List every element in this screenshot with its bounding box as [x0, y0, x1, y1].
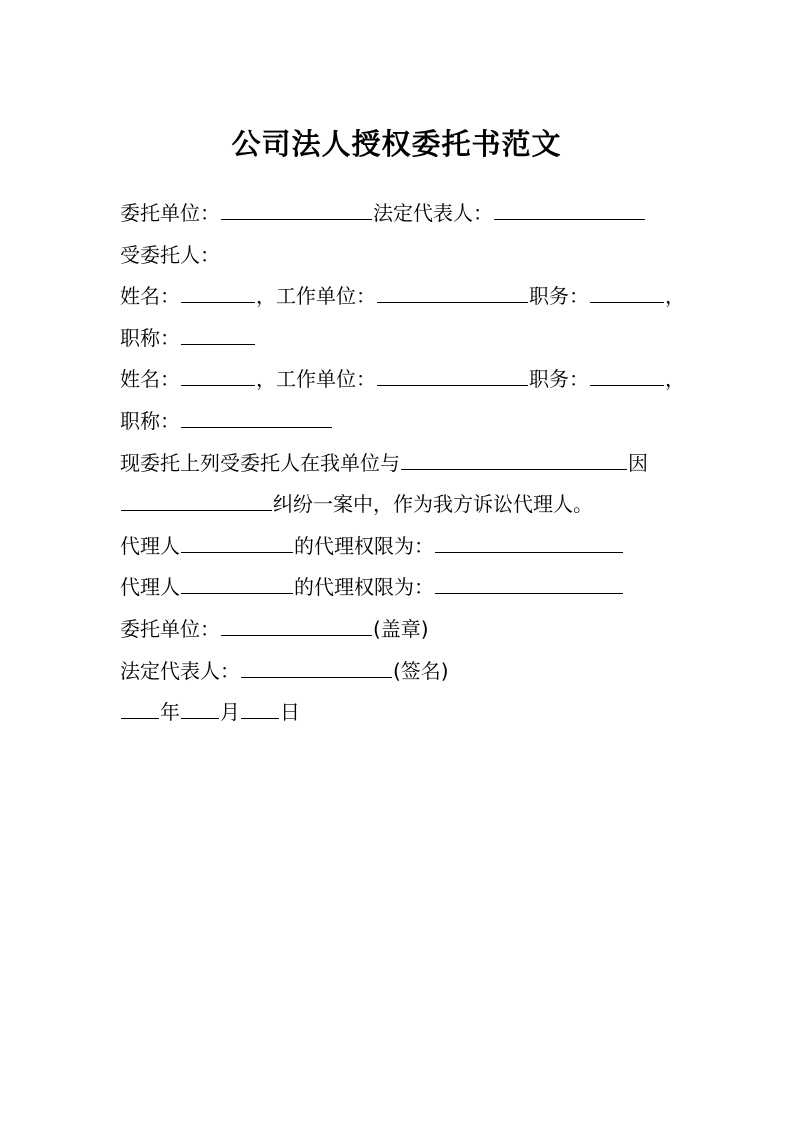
- dispute-type-blank[interactable]: [121, 494, 272, 511]
- signature-suffix: (签名): [393, 658, 449, 683]
- scope2-line: [120, 567, 700, 609]
- agent1-duty-blank[interactable]: [590, 286, 664, 303]
- agent1-title-blank[interactable]: [181, 328, 255, 345]
- delegation-text-c: 纠纷一案中，作为我方诉讼代理人。: [273, 492, 593, 517]
- principal-unit-label: 委托单位：: [120, 201, 220, 225]
- agent-heading-line: [120, 235, 700, 277]
- delegation-text-b: 因: [628, 450, 648, 475]
- scope1-line: [120, 526, 700, 568]
- month-blank[interactable]: [181, 702, 219, 719]
- scope1-agent-blank[interactable]: [181, 536, 293, 553]
- agent-heading-label: 受委托人：: [120, 242, 220, 267]
- document-title: 公司法人授权委托书范文: [231, 127, 562, 161]
- day-blank[interactable]: [241, 702, 279, 719]
- document-body: [120, 193, 700, 734]
- scope2-text-a: 代理人: [120, 575, 180, 600]
- agent2-title-line: [120, 401, 700, 443]
- year-label: 年: [160, 700, 180, 725]
- agent2-unit-label: 工作单位：: [276, 367, 376, 392]
- agent1-title-line: [120, 318, 700, 360]
- agent1-name-blank[interactable]: [181, 286, 255, 303]
- agent1-title-label: 职称：: [120, 325, 180, 350]
- date-line: [120, 692, 700, 734]
- agent1-unit-blank[interactable]: [377, 286, 528, 303]
- signature-label: 法定代表人：: [120, 658, 240, 683]
- agent2-duty-blank[interactable]: [590, 369, 664, 386]
- legal-rep-label: 法定代表人：: [373, 201, 493, 225]
- scope1-authority-blank[interactable]: [435, 536, 623, 553]
- seal-blank[interactable]: [221, 619, 372, 636]
- agent2-name-label: 姓名：: [120, 367, 180, 392]
- legal-rep-blank[interactable]: [494, 203, 645, 220]
- signature-line: [120, 651, 700, 693]
- agent1-unit-label: 工作单位：: [276, 284, 376, 309]
- agent2-info-line: [120, 359, 700, 401]
- separator: ，: [256, 284, 276, 309]
- agent1-name-label: 姓名：: [120, 284, 180, 309]
- scope2-authority-blank[interactable]: [435, 577, 623, 594]
- seal-line: [120, 609, 700, 651]
- day-label: 日: [280, 700, 300, 725]
- scope1-text-b: 的代理权限为：: [294, 533, 434, 558]
- agent1-info-line: [120, 276, 700, 318]
- separator: ，: [665, 367, 685, 392]
- delegation-line-2: [120, 484, 700, 526]
- delegation-line-1: [120, 443, 700, 485]
- agent2-name-blank[interactable]: [181, 369, 255, 386]
- agent2-unit-blank[interactable]: [377, 369, 528, 386]
- opposing-party-blank[interactable]: [401, 453, 627, 470]
- separator: ，: [665, 284, 685, 309]
- seal-label: 委托单位：: [120, 616, 220, 641]
- agent2-duty-label: 职务：: [529, 367, 589, 392]
- agent1-duty-label: 职务：: [529, 284, 589, 309]
- agent2-title-blank[interactable]: [181, 411, 332, 428]
- delegation-text-a: 现委托上列受委托人在我单位与: [120, 450, 400, 475]
- seal-suffix: (盖章): [373, 616, 429, 641]
- separator: ，: [256, 367, 276, 392]
- principal-unit-line: [120, 193, 700, 235]
- principal-unit-blank[interactable]: [221, 203, 372, 220]
- scope2-agent-blank[interactable]: [181, 577, 293, 594]
- month-label: 月: [220, 700, 240, 725]
- year-blank[interactable]: [121, 702, 159, 719]
- scope2-text-b: 的代理权限为：: [294, 575, 434, 600]
- agent2-title-label: 职称：: [120, 408, 180, 433]
- scope1-text-a: 代理人: [120, 533, 180, 558]
- signature-blank[interactable]: [241, 661, 392, 678]
